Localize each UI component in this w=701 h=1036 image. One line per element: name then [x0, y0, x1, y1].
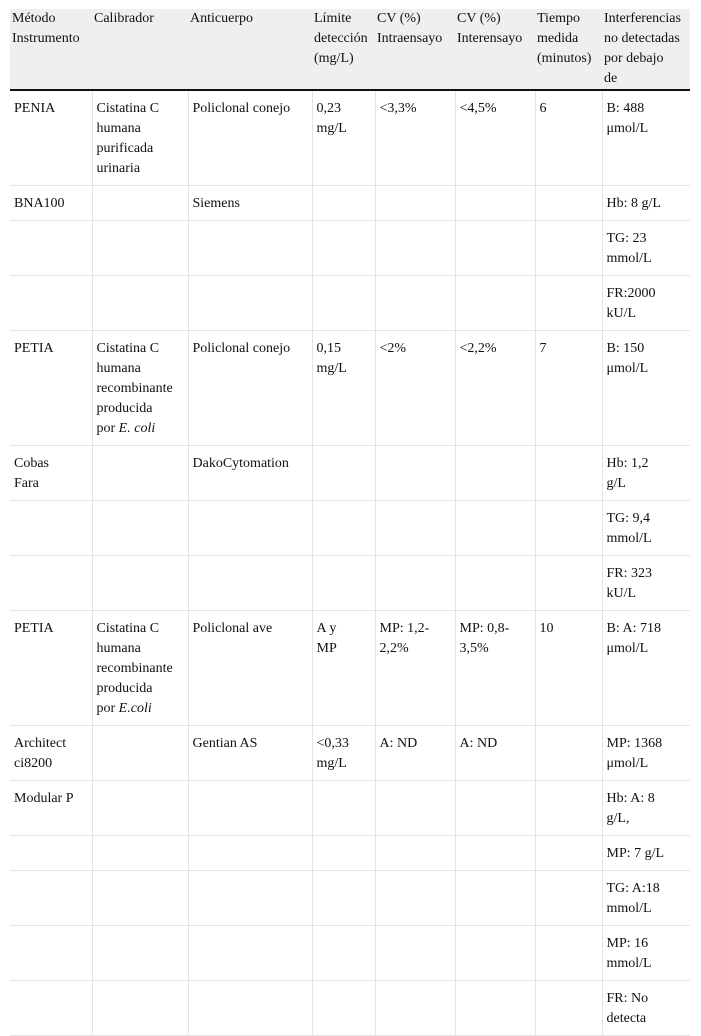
table-cell — [92, 836, 188, 871]
cell-line: producida — [96, 401, 153, 416]
table-row — [10, 926, 690, 981]
cell-line: A y — [316, 621, 337, 636]
table-cell — [455, 726, 535, 781]
cell-line: detecta — [606, 1011, 647, 1026]
table-cell — [10, 331, 92, 446]
cell-line: MP: 16 — [606, 936, 649, 951]
table-cell — [602, 871, 690, 926]
table-row — [10, 186, 690, 221]
cell-line: μmol/L — [606, 121, 649, 136]
cell-line: MP — [316, 641, 337, 656]
cell-line: 7 — [539, 341, 547, 356]
cell-line: FR:2000 — [606, 286, 656, 301]
table-cell — [10, 90, 92, 186]
table-cell — [455, 276, 535, 331]
table-cell — [92, 926, 188, 981]
cell-line: μmol/L — [606, 641, 649, 656]
table-cell — [188, 611, 312, 726]
cell-line: FR: No — [606, 991, 649, 1006]
cell-line: mg/L — [316, 121, 347, 136]
cell-line: DakoCytomation — [192, 456, 289, 471]
cystatin-methods-table — [10, 9, 690, 1036]
table-cell — [188, 781, 312, 836]
column-header — [535, 9, 602, 90]
table-cell — [535, 90, 602, 186]
cell-line: Architect — [14, 736, 67, 751]
header-line: Límite — [314, 11, 352, 26]
header-line: Interferencias — [604, 11, 681, 26]
cell-line: g/L — [606, 476, 626, 491]
cell-line: Siemens — [192, 196, 240, 211]
table-cell — [535, 781, 602, 836]
cell-line: <3,3% — [379, 101, 417, 116]
table-cell — [312, 331, 375, 446]
table-cell — [10, 781, 92, 836]
cell-line: B: 488 — [606, 101, 645, 116]
table-cell — [188, 90, 312, 186]
cell-line: μmol/L — [606, 756, 649, 771]
table-cell — [455, 221, 535, 276]
cell-line: 0,15 — [316, 341, 341, 356]
cell-line: mmol/L — [606, 531, 652, 546]
cell-line: Cistatina C — [96, 341, 160, 356]
cell-line: PETIA — [14, 341, 54, 356]
header-line: de — [604, 71, 618, 86]
table-cell — [455, 836, 535, 871]
table-cell — [455, 871, 535, 926]
header-line: (mg/L) — [314, 51, 354, 66]
table-cell — [375, 871, 455, 926]
header-line: medida — [537, 31, 579, 46]
cell-line: Cistatina C — [96, 621, 160, 636]
table-cell — [312, 611, 375, 726]
table-cell — [312, 871, 375, 926]
cell-line: A: ND — [459, 736, 498, 751]
table-cell — [602, 276, 690, 331]
table-cell — [455, 186, 535, 221]
cell-line: Policlonal conejo — [192, 341, 291, 356]
table-cell — [10, 981, 92, 1036]
table-cell — [92, 501, 188, 556]
cell-line: Cistatina C — [96, 101, 160, 116]
table-cell — [375, 501, 455, 556]
table-cell — [535, 926, 602, 981]
table-cell — [455, 90, 535, 186]
table-row — [10, 556, 690, 611]
column-header — [455, 9, 535, 90]
table-cell — [92, 90, 188, 186]
table-cell — [10, 276, 92, 331]
table-cell — [10, 726, 92, 781]
table-cell — [10, 221, 92, 276]
table-cell — [92, 446, 188, 501]
table-row — [10, 726, 690, 781]
cell-line: humana — [96, 121, 141, 136]
table-row — [10, 871, 690, 926]
table-cell — [455, 926, 535, 981]
table-cell — [602, 611, 690, 726]
table-cell — [10, 926, 92, 981]
table-row — [10, 836, 690, 871]
cell-line: MP: 7 g/L — [606, 846, 665, 861]
cell-line: 10 — [539, 621, 554, 636]
table-cell — [455, 781, 535, 836]
cell-line: μmol/L — [606, 361, 649, 376]
column-header — [92, 9, 188, 90]
table-row — [10, 90, 690, 186]
table-cell — [375, 781, 455, 836]
cell-line: urinaria — [96, 161, 141, 176]
cell-line: mmol/L — [606, 901, 652, 916]
cell-line: <2% — [379, 341, 407, 356]
table-cell — [188, 836, 312, 871]
header-line: (minutos) — [537, 51, 592, 66]
cell-line: Policlonal ave — [192, 621, 273, 636]
table-row — [10, 781, 690, 836]
cell-line: humana — [96, 641, 141, 656]
table-cell — [188, 186, 312, 221]
table-cell — [602, 221, 690, 276]
column-header — [312, 9, 375, 90]
cell-line: purificada — [96, 141, 154, 156]
table-cell — [535, 726, 602, 781]
cell-line: Fara — [14, 476, 39, 491]
cell-line: 0,23 — [316, 101, 341, 116]
table-cell — [312, 781, 375, 836]
cell-line: A: ND — [379, 736, 418, 751]
table-cell — [455, 981, 535, 1036]
table-cell — [375, 90, 455, 186]
table-cell — [188, 726, 312, 781]
cell-line: MP: 0,8- — [459, 621, 510, 636]
table-cell — [535, 446, 602, 501]
table-cell — [10, 556, 92, 611]
table-cell — [535, 981, 602, 1036]
header-line: CV (%) — [377, 11, 421, 26]
table-cell — [10, 611, 92, 726]
cell-line: Hb: A: 8 — [606, 791, 655, 806]
cell-line: 3,5% — [459, 641, 489, 656]
cell-line: por E.coli — [96, 701, 152, 716]
table-cell — [312, 836, 375, 871]
table-cell — [188, 221, 312, 276]
cell-line: Policlonal conejo — [192, 101, 291, 116]
table-cell — [92, 781, 188, 836]
table-cell — [312, 926, 375, 981]
table-cell — [455, 331, 535, 446]
table-cell — [188, 926, 312, 981]
table-row — [10, 331, 690, 446]
table-cell — [535, 836, 602, 871]
table-row — [10, 981, 690, 1036]
cell-line: PETIA — [14, 621, 54, 636]
cell-line: recombinante — [96, 661, 173, 676]
cell-line: 2,2% — [379, 641, 409, 656]
cell-line: MP: 1368 — [606, 736, 663, 751]
table-cell — [602, 331, 690, 446]
header-row — [10, 9, 690, 90]
column-header — [602, 9, 690, 90]
table-cell — [92, 726, 188, 781]
header-line: CV (%) — [457, 11, 501, 26]
cell-line: 6 — [539, 101, 547, 116]
cell-line: PENIA — [14, 101, 56, 116]
cell-line: Gentian AS — [192, 736, 258, 751]
table-cell — [188, 331, 312, 446]
table-cell — [602, 556, 690, 611]
table-cell — [312, 221, 375, 276]
table-cell — [375, 186, 455, 221]
table-cell — [312, 501, 375, 556]
header-line: Calibrador — [94, 11, 154, 26]
species-italic: E.coli — [118, 701, 152, 716]
table-cell — [602, 926, 690, 981]
cell-line: Hb: 1,2 — [606, 456, 649, 471]
table-cell — [10, 836, 92, 871]
cell-line: TG: 23 — [606, 231, 647, 246]
table-cell — [188, 556, 312, 611]
table-cell — [535, 556, 602, 611]
cell-line: Hb: 8 g/L — [606, 196, 661, 211]
table-cell — [188, 981, 312, 1036]
cell-line: <0,33 — [316, 736, 349, 751]
table-cell — [312, 90, 375, 186]
header-line: por debajo — [604, 51, 664, 66]
table-cell — [92, 556, 188, 611]
column-header — [188, 9, 312, 90]
table-cell — [375, 276, 455, 331]
table-cell — [535, 331, 602, 446]
table-cell — [602, 186, 690, 221]
table-cell — [455, 611, 535, 726]
table-cell — [375, 221, 455, 276]
table-cell — [312, 556, 375, 611]
table-cell — [92, 981, 188, 1036]
header-line: Anticuerpo — [190, 11, 253, 26]
cell-line: producida — [96, 681, 153, 696]
cell-line: FR: 323 — [606, 566, 653, 581]
table-row — [10, 446, 690, 501]
table-row — [10, 501, 690, 556]
cell-line: recombinante — [96, 381, 173, 396]
table-cell — [10, 501, 92, 556]
header-line: Método — [12, 11, 56, 26]
table-cell — [312, 186, 375, 221]
table-cell — [375, 611, 455, 726]
cell-line: ci8200 — [14, 756, 53, 771]
table-cell — [535, 871, 602, 926]
header-line: no detectadas — [604, 31, 680, 46]
table-cell — [535, 276, 602, 331]
cell-line: Cobas — [14, 456, 49, 471]
table-cell — [188, 276, 312, 331]
cell-line: por E. coli — [96, 421, 156, 436]
table-cell — [602, 981, 690, 1036]
table-cell — [312, 276, 375, 331]
table-cell — [455, 556, 535, 611]
table-cell — [188, 446, 312, 501]
table-cell — [375, 926, 455, 981]
table-cell — [602, 836, 690, 871]
cell-line: mg/L — [316, 361, 347, 376]
cell-line: mmol/L — [606, 956, 652, 971]
table-cell — [375, 331, 455, 446]
table-cell — [375, 556, 455, 611]
table-row — [10, 221, 690, 276]
cell-line: BNA100 — [14, 196, 65, 211]
table-cell — [602, 726, 690, 781]
table-cell — [92, 221, 188, 276]
column-header — [375, 9, 455, 90]
table-row — [10, 611, 690, 726]
table-cell — [10, 446, 92, 501]
cell-line: Modular P — [14, 791, 74, 806]
column-header — [10, 9, 92, 90]
table-body — [10, 90, 690, 1036]
table-cell — [602, 446, 690, 501]
header-line: Instrumento — [12, 31, 80, 46]
header-line: Intraensayo — [377, 31, 443, 46]
cell-line: MP: 1,2- — [379, 621, 430, 636]
cell-line: TG: A:18 — [606, 881, 660, 896]
cell-line: B: 150 — [606, 341, 645, 356]
header-line: detección — [314, 31, 368, 46]
cell-line: <2,2% — [459, 341, 497, 356]
table-cell — [455, 501, 535, 556]
cell-line: humana — [96, 361, 141, 376]
table-cell — [375, 446, 455, 501]
cell-line: kU/L — [606, 306, 637, 321]
table-cell — [10, 186, 92, 221]
table-cell — [602, 501, 690, 556]
table-cell — [535, 221, 602, 276]
table-cell — [602, 781, 690, 836]
table-cell — [535, 186, 602, 221]
table-cell — [188, 501, 312, 556]
cell-line: TG: 9,4 — [606, 511, 651, 526]
cell-line: mmol/L — [606, 251, 652, 266]
table-cell — [92, 276, 188, 331]
table-cell — [375, 981, 455, 1036]
table-cell — [602, 90, 690, 186]
table-cell — [375, 726, 455, 781]
cell-line: g/L, — [606, 811, 630, 826]
table-cell — [535, 501, 602, 556]
table-cell — [92, 186, 188, 221]
header-line: Tiempo — [537, 11, 581, 26]
table-cell — [188, 871, 312, 926]
header-line: Interensayo — [457, 31, 523, 46]
table-row — [10, 276, 690, 331]
table-cell — [92, 331, 188, 446]
table-cell — [312, 726, 375, 781]
table-cell — [92, 611, 188, 726]
table-cell — [92, 871, 188, 926]
cell-line: <4,5% — [459, 101, 497, 116]
cell-line: B: A: 718 — [606, 621, 661, 636]
cell-line: mg/L — [316, 756, 347, 771]
table-cell — [312, 981, 375, 1036]
species-italic: E. coli — [118, 421, 156, 436]
cell-line: kU/L — [606, 586, 637, 601]
table-cell — [455, 446, 535, 501]
table-cell — [535, 611, 602, 726]
table-header — [10, 9, 690, 90]
table-cell — [10, 871, 92, 926]
table-cell — [375, 836, 455, 871]
table-cell — [312, 446, 375, 501]
